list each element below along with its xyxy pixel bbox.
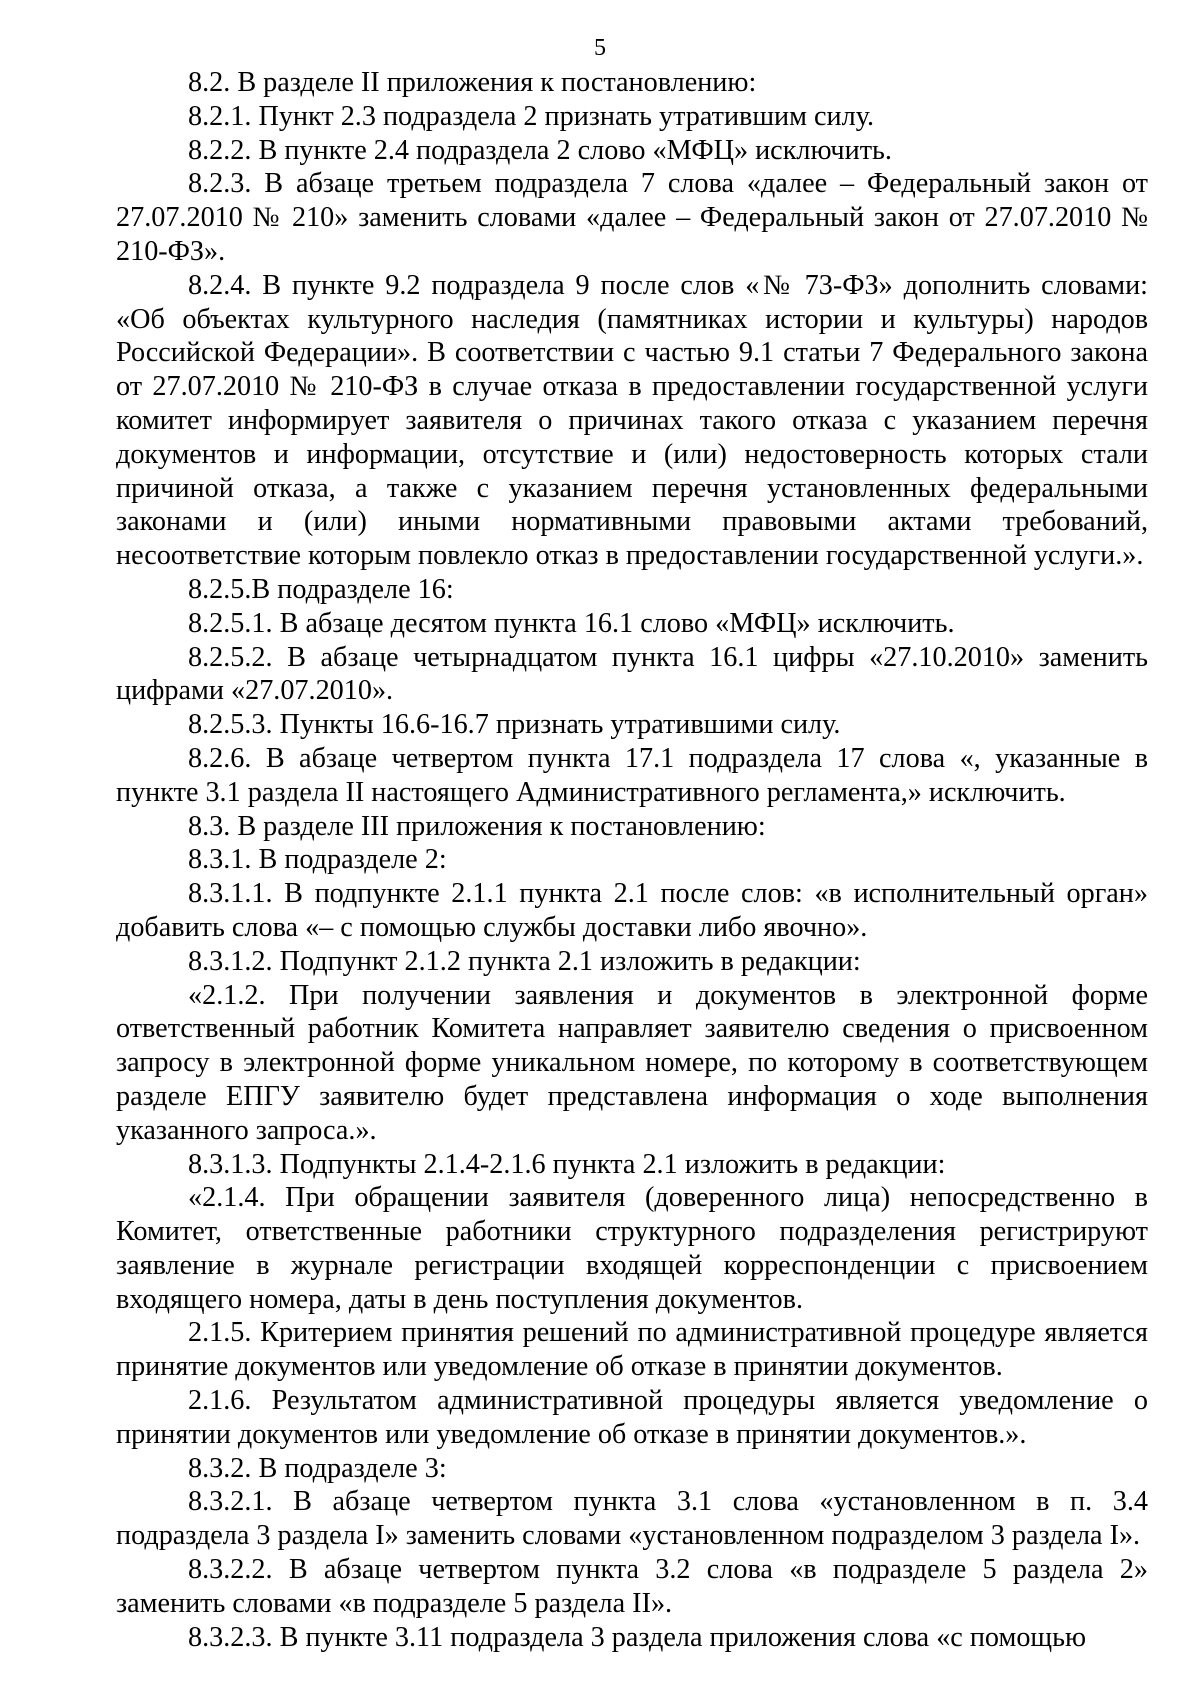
paragraph-8-2-1: 8.2.1. Пункт 2.3 подраздела 2 признать утратившим силу.	[188, 100, 875, 132]
paragraph-8-2-5: 8.2.5.В подразделе 16:	[188, 573, 454, 605]
paragraph-8-2-3: 8.2.3. В абзаце третьем подраздела 7 слова «далее – Федеральный закон от 27.07.2010 № 210» заменить словами «далее – Федеральный закон от 27.07.2010 № 210-ФЗ».	[116, 168, 1148, 267]
paragraph-8-3-1-3: 8.3.1.3. Подпункты 2.1.4-2.1.6 пункта 2.1 изложить в редакции:	[188, 1148, 946, 1180]
paragraph-2-1-5: 2.1.5. Критерием принятия решений по административной процедуре является принятие документов или уведомление об отказе в принятии документов.	[116, 1317, 1148, 1383]
page-number: 5	[594, 35, 606, 61]
paragraph-8-3-2: 8.3.2. В подразделе 3:	[188, 1452, 447, 1484]
paragraph-8-3-1-1: 8.3.1.1. В подпункте 2.1.1 пункта 2.1 после слов: «в исполнительный орган» добавить слова «– с помощью службы доставки либо явочно».	[116, 878, 1148, 943]
paragraph-8-2-6: 8.2.6. В абзаце четвертом пункта 17.1 подраздела 17 слова «, указанные в пункте 3.1 раздела II настоящего Административного регламента,» исключить.	[116, 742, 1148, 808]
paragraph-8-3-2-3: 8.3.2.3. В пункте 3.11 подраздела 3 раздела приложения слова «с помощью	[188, 1621, 1087, 1653]
paragraph-8-2-5-1: 8.2.5.1. В абзаце десятом пункта 16.1 слово «МФЦ» исключить.	[188, 607, 955, 639]
paragraph-2-1-4-quote: «2.1.4. При обращении заявителя (доверенного лица) непосредственно в Комитет, ответственные работники структурного подразделения регистрируют заявление в журнале регистрации входящей корреспонденции с присвоением входящего номера, даты в день поступления документов.	[116, 1182, 1148, 1315]
paragraph-8-3-2-2: 8.3.2.2. В абзаце четвертом пункта 3.2 слова «в подразделе 5 раздела 2» заменить словами «в подразделе 5 раздела II».	[116, 1554, 1148, 1619]
paragraph-2-1-2-quote: «2.1.2. При получении заявления и документов в электронной форме ответственный работник Комитета направляет заявителю сведения о присвоенном запросу в электронной форме уникальном номере, по которому в соответствующем разделе ЕПГУ заявителю будет представлена информация о ходе выполнения указанного запроса.».	[116, 979, 1148, 1146]
paragraph-8-3-1: 8.3.1. В подразделе 2:	[188, 844, 447, 876]
document-body	[116, 66, 1148, 1654]
paragraph-8-2-5-3: 8.2.5.3. Пункты 16.6-16.7 признать утратившими силу.	[188, 709, 841, 741]
paragraph-2-1-6: 2.1.6. Результатом административной процедуры является уведомление о принятии документов или уведомление об отказе в принятии документов.».	[116, 1385, 1148, 1450]
paragraph-8-2-4: 8.2.4. В пункте 9.2 подраздела 9 после слов «№ 73-ФЗ» дополнить словами: «Об объектах культурного наследия (памятниках истории и культуры) народов Российской Федерации». В соответствии с частью 9.1 статьи 7 Федерального закона от 27.07.2010 № 210-ФЗ в случае отказа в предоставлении государственной услуги комитет информирует заявителя о причинах такого отказа с указанием перечня документов и информации, отсутствие и (или) недостоверность которых стали причиной отказа, а также с указанием перечня установленных федеральными законами и (или) иными нормативными правовыми актами требований, несоответствие которым повлекло отказ в предоставлении государственной услуги.».	[116, 269, 1148, 572]
paragraph-8-3: 8.3. В разделе III приложения к постановлению:	[188, 810, 766, 842]
paragraph-8-3-1-2: 8.3.1.2. Подпункт 2.1.2 пункта 2.1 изложить в редакции:	[188, 945, 861, 977]
paragraph-8-3-2-1: 8.3.2.1. В абзаце четвертом пункта 3.1 слова «установленном в п. 3.4 подраздела 3 раздела I» заменить словами «установленном подразделом 3 раздела I».	[116, 1486, 1148, 1552]
paragraph-8-2-2: 8.2.2. В пункте 2.4 подраздела 2 слово «МФЦ» исключить.	[188, 134, 892, 166]
paragraph-8-2: 8.2. В разделе II приложения к постановлению:	[188, 67, 757, 98]
paragraph-8-2-5-2: 8.2.5.2. В абзаце четырнадцатом пункта 16.1 цифры «27.10.2010» заменить цифрами «27.07.2010».	[116, 641, 1148, 707]
